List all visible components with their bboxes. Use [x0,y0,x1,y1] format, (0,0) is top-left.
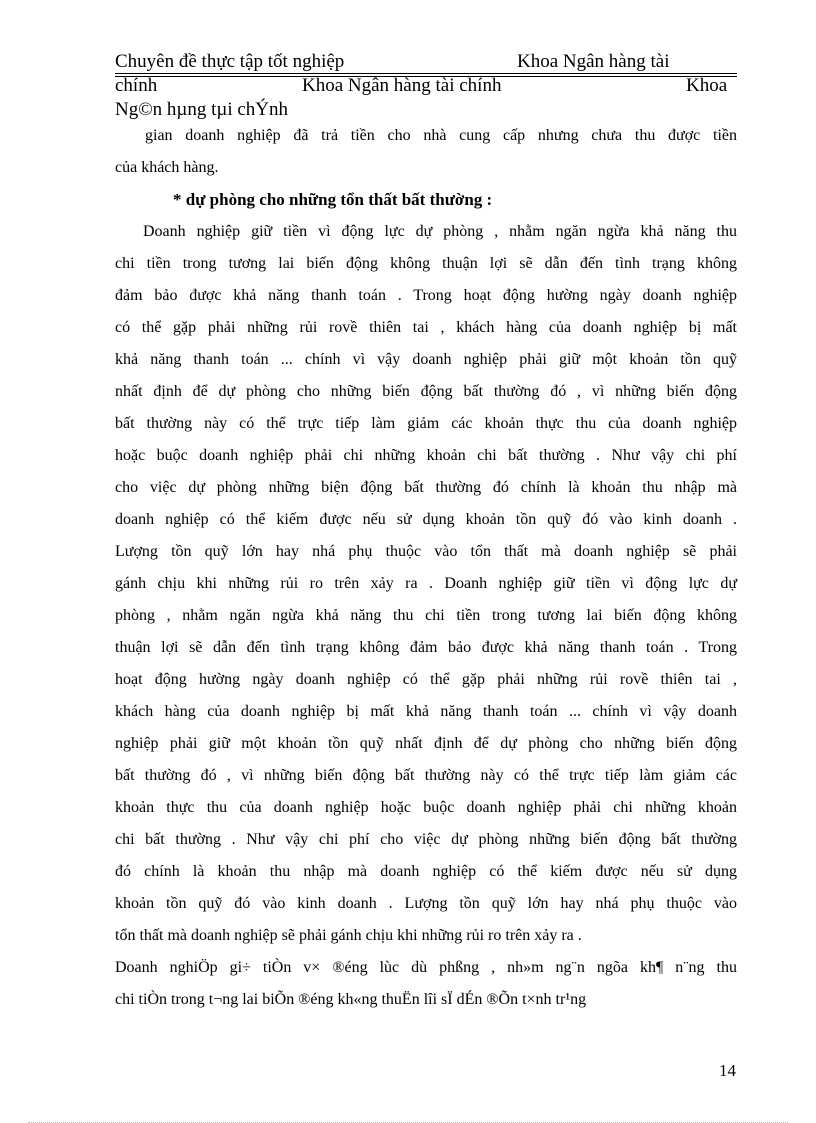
text-line: phòng , nhằm ngăn ngừa khả năng thu chi tiền trong tương lai biến động không [115,607,737,624]
page-number: 14 [719,1061,736,1080]
text-line: khoản tồn quỹ đó vào kinh doanh . Lượng tồn quỹ lớn hay nhá phụ thuộc vào [115,895,737,912]
header-right-title: Khoa Ngân hàng tài [517,51,670,72]
header-left-title: Chuyên đề thực tập tốt nghiệp [115,51,345,72]
text-line: tổn thất mà doanh nghiệp sẽ phải gánh chịu khi những rủi ro trên xảy ra . [115,927,582,944]
header-line2-c: Khoa [686,75,728,96]
text-line: nhất định để dự phòng cho những biến động bất thường đó , vì những biến động [115,383,737,400]
text-line: Doanh nghiÖp gi÷ tiÒn v× ®éng lùc dù phßng , nh»m ng¨n ngõa kh¶ n¨ng thu [115,959,737,976]
text-line: khả năng thanh toán ... chính vì vậy doanh nghiệp phải giữ một khoản tồn quỹ [115,351,737,368]
text-line: của khách hàng. [115,159,219,176]
body-text [115,120,737,1016]
text-line: có thể gặp phải những rủi rovề thiên tai , khách hàng của doanh nghiệp bị mất [115,319,737,336]
text-line: bất thường đó , vì những biến động bất thường này có thể trực tiếp làm giảm các [115,767,737,784]
text-line: hoặc buộc doanh nghiệp phải chi những khoản chi bất thường . Như vậy chi phí [115,447,737,464]
text-line: khách hàng của doanh nghiệp bị mất khả năng thanh toán ... chính vì vậy doanh [115,703,737,720]
text-line: Doanh nghiệp giữ tiền vì động lực dự phòng , nhằm ngăn ngừa khả năng thu [143,223,737,240]
header-line3: Ng©n hµng tµi chÝnh [115,99,289,120]
text-line: Lượng tồn quỹ lớn hay nhá phụ thuộc vào tổn thất mà doanh nghiệp sẽ phải [115,543,737,560]
header-line2-a: chính [115,75,158,96]
text-line: đó chính là khoản thu nhập mà doanh nghiệp có thể kiếm được nếu sử dụng [115,863,737,880]
section-heading: * dự phòng cho những tổn thất bất thường : [173,190,493,209]
text-line: đảm bảo được khả năng thanh toán . Trong hoạt động hường ngày doanh nghiệp [115,287,737,304]
text-line: chi bất thường . Như vậy chi phí cho việc dự phòng những biến động bất thường [115,831,737,848]
header-line2-b: Khoa Ngân hàng tài chính [302,75,502,96]
text-line: thuận lợi sẽ dẫn đến tình trạng không đảm bảo được khả năng thanh toán . Trong [115,639,737,656]
text-line: chi tiÒn trong t¬ng lai biÕn ®éng kh«ng thuËn lîi sÏ dÉn ®Õn t×nh tr¹ng [115,991,587,1008]
text-line: bất thường này có thể trực tiếp làm giảm các khoản thực thu của doanh nghiệp [115,415,737,432]
text-line: chi tiền trong tương lai biến động không thuận lợi sẽ dẫn đến tình trạng không [115,255,737,272]
text-line: doanh nghiệp có thể kiếm được nếu sử dụng khoản tồn quỹ đó vào kinh doanh . [115,511,737,528]
text-line: gian doanh nghiệp đã trả tiền cho nhà cung cấp nhưng chưa thu được tiền [145,127,737,144]
text-line: hoạt động hường ngày doanh nghiệp có thể gặp phải những rủi rovề thiên tai , [115,671,737,688]
text-line: cho việc dự phòng những biện động bất thường đó chính là khoản thu nhập mà [115,479,737,496]
text-line: khoản thực thu của doanh nghiệp hoặc buộc doanh nghiệp phải chi những khoản [115,799,737,816]
header-rule-top [115,73,737,74]
text-line: nghiệp phải giữ một khoản tồn quỹ nhất định để dự phòng cho những biến động [115,735,737,752]
text-line: gánh chịu khi những rủi ro trên xảy ra . Doanh nghiệp giữ tiền vì động lực dự [115,575,737,592]
